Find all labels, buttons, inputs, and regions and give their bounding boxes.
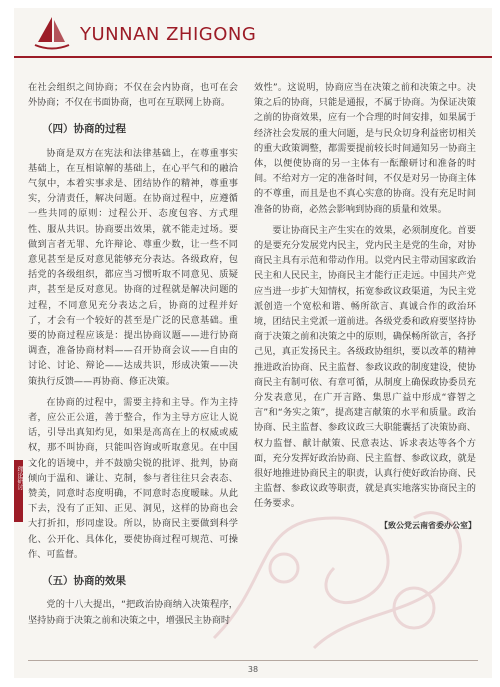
magazine-brand: YUNNAN ZHIGONG	[80, 24, 257, 45]
side-tab-label: 理论研讨	[16, 466, 23, 490]
sailboat-icon	[32, 14, 72, 54]
body-paragraph: 要让协商民主产生实在的效果，必须制度化。首要的是要充分发展党内民主，党内民主是党的生命，对协商民主具有示范和带动作用。以党内民主带动国家政治民主和人民民主，协商民主才能行正走远。中国共产党应当进一步扩大知情权，拓宽参政议政渠道，为民主党派创造一个宽松和谐、畅所欲言、真诚合作的政治环境，团结民主党派一道前进。各级党委和政府要坚持协商于决策之前和决策之中的原则，确保畅所欲言，各抒己见，真正发扬民主。各级政协组织，要以改革的精神推进政治协商、民主监督、参政议政的制度建设，使协商民主有制可依、有章可循，从制度上确保政协委员充分发表意见，在广开言路、集思广益中形成“睿智之言”和“务实之策”，提高建言献策的水平和质量。政治协商、民主监督、参政议政三大职能囊括了决策协商、权力监督、献计献策、民意表达、诉求表达等各个方面，充分发挥好政治协商、民主监督、参政议政，就是很好地推进协商民主的职责，认真行使好政治协商、民主监督、参政议政等职责，就是真实地落实协商民主的任务要求。	[254, 224, 476, 510]
footer-rule	[28, 660, 478, 661]
intro-paragraph: 在社会组织之间协商；不仅在会内协商，也可在会外协商；不仅在书面协商，也可在互联网上协商。	[28, 82, 238, 109]
left-column	[28, 80, 238, 634]
magazine-page	[14, 8, 492, 678]
article-source: 【致公党云南省委办公室】	[380, 520, 476, 530]
body-paragraph: 效性”。这说明，协商应当在决策之前和决策之中。决策之后的协商，只能是通报，不属于协商。为保证决策之前的协商效果，应有一个合理的时间安排，如果属于经济社会发展的重大问题，是与民众切身利益密切相关的重大政策调整，都需要提前较长时间通知另一协商主体，以便使协商的另一主体有一酝酿研讨和准备的时间。不给对方一定的准备时间，不仅是对另一协商主体的不尊重，而且是也不真心实意的协商。没有充足时间准备的协商，必然会影响到协商的质量和效果。	[254, 82, 476, 215]
page-header	[14, 8, 492, 58]
body-paragraph: 协商是双方在宪法和法律基础上，在尊重事实基础上，在互相谅解的基础上，在心平气和的融洽气氛中，本着实事求是、团结协作的精神，尊重事实，分清责任，解决问题。在协商过程中，应遵循一些共同的原则：过程公开、态度包容、方式理性、服从共识。协商要出效果，就不能走过场。要做到言者无罪、允许辩论、尊重少数，让一些不同意见甚至是反对意见能够充分表达。各级政府，包括党的各级组织，都应当习惯听取不同意见、质疑声，甚至是反对意见。协商的过程就是解决问题的过程，不同意见充分表达之后，协商的过程并好了，才会有一个较好的甚至是广泛的民意基础。重要的协商过程应该是：提出协商议题——进行协商调查，准备协商材料——召开协商会议——自由的讨论、讨论、辩论——达成共识，形成决策——决策执行反馈——再协商、修正决策。	[28, 147, 238, 387]
right-column	[254, 80, 476, 533]
section-side-tab	[14, 460, 23, 522]
body-paragraph: 党的十八大提出，“把政治协商纳入决策程序，坚持协商于决策之前和决策之中，增强民主协商时	[28, 599, 238, 626]
section-heading-effect: （五）协商的效果	[42, 575, 126, 588]
body-paragraph: 在协商的过程中，需要主持和主导。作为主持者，应公正公道，善于整合，作为主导方应让人说话，引导出真知灼见，如果是高高在上的权威或威权，那不叫协商，只能叫咨询或听取意见。在中国文化的语境中，并不鼓励尖锐的批评、批判，协商倾向于温和、谦让、克制，参与者往往只会表态、赞美，同意时态度明确，不同意时态度暧昧。从此下去，没有了正知、正见、洞见，这样的协商也会大打折扣，形同虚设。所以，协商民主要做到科学化、公开化、具体化，要使协商过程可规范、可操作、可监督。	[28, 396, 238, 560]
section-heading-process: （四）协商的过程	[42, 123, 126, 136]
page-footer	[14, 660, 492, 678]
page-number: 38	[247, 665, 259, 674]
